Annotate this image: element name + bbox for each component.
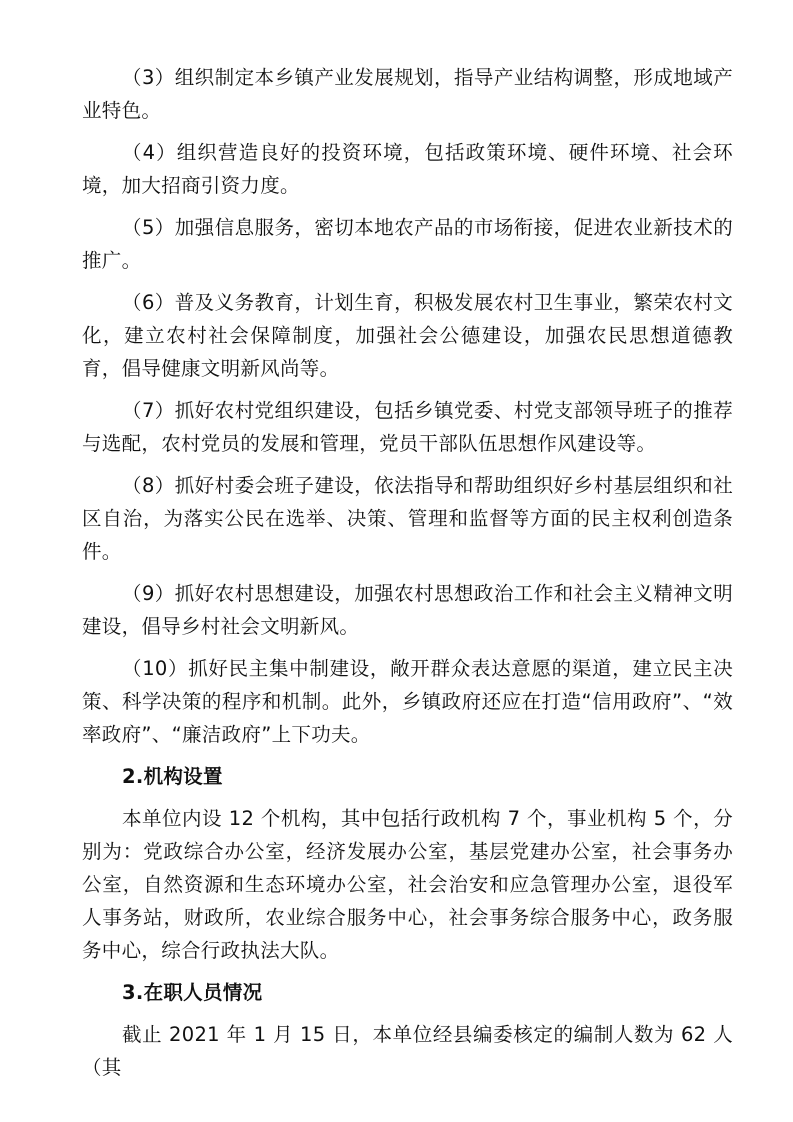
staff-paragraph: 截止 2021 年 1 月 15 日，本单位经县编委核定的编制人数为 62 人（其 [82,1023,733,1079]
duty-item-8: （8）抓好村委会班子建设，依法指导和帮助组织好乡村基层组织和社区自治，为落实公民在选举、决策、管理和监督等方面的民主权利创造条件。 [82,474,733,563]
section-heading-staff: 3.在职人员情况 [122,981,263,1004]
duty-item-6: （6）普及义务教育，计划生育，积极发展农村卫生事业，繁荣农村文化，建立农村社会保障制度，加强社会公德建设，加强农民思想道德教育，倡导健康文明新风尚等。 [82,291,733,380]
duty-item-10: （10）抓好民主集中制建设，敞开群众表达意愿的渠道，建立民主决策、科学决策的程序和机制。此外，乡镇政府还应在打造“信用政府”、“效率政府”、“廉洁政府”上下功夫。 [82,657,733,746]
duty-item-5: （5）加强信息服务，密切本地农产品的市场衔接，促进农业新技术的推广。 [82,216,733,272]
section-heading-organization: 2.机构设置 [122,765,223,788]
organization-paragraph: 本单位内设 12 个机构，其中包括行政机构 7 个，事业机构 5 个，分别为：党政综合办公室，经济发展办公室，基层党建办公室，社会事务办公室，自然资源和生态环境办公室，社会治安和应急管理办公室，退役军人事务站，财政所，农业综合服务中心，社会事务综合服务中心，政务服务中心，综合行政执法大队。 [82,807,733,962]
duty-item-9: （9）抓好农村思想建设，加强农村思想政治工作和社会主义精神文明建设，倡导乡村社会文明新风。 [82,582,733,638]
duty-item-4: （4）组织营造良好的投资环境，包括政策环境、硬件环境、社会环境，加大招商引资力度。 [82,141,733,197]
duty-item-3: （3）组织制定本乡镇产业发展规划，指导产业结构调整，形成地域产业特色。 [82,66,733,122]
duty-item-7: （7）抓好农村党组织建设，包括乡镇党委、村党支部领导班子的推荐与选配，农村党员的发展和管理，党员干部队伍思想作风建设等。 [82,399,733,455]
